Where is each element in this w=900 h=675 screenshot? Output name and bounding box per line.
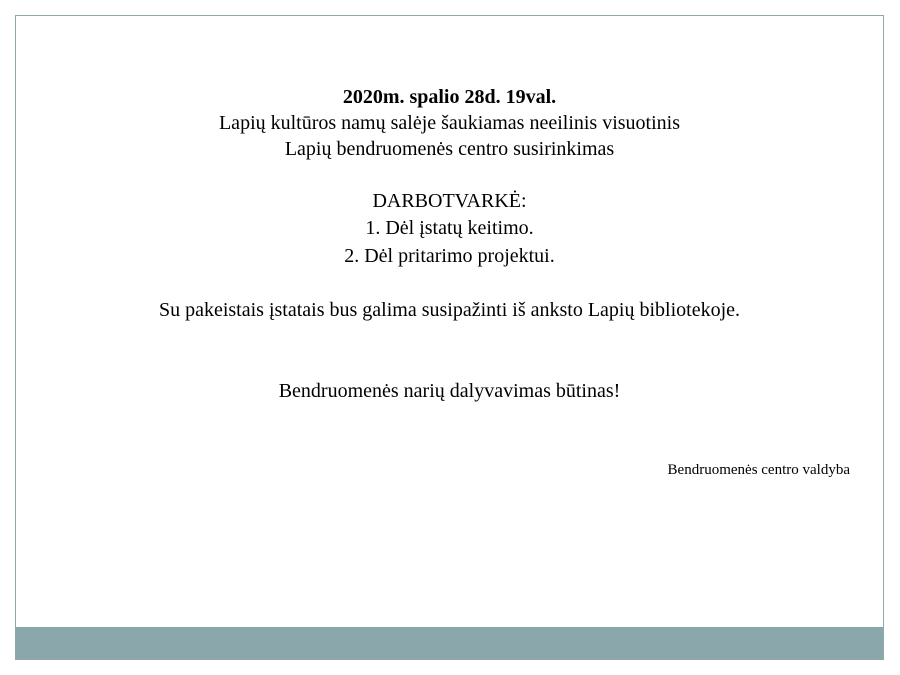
document-page: [15, 15, 884, 660]
agenda-item-1: 1. Dėl įstatų keitimo.: [365, 217, 534, 239]
agenda-item-2: 2. Dėl pritarimo projektui.: [344, 245, 555, 267]
attendance-note: Bendruomenės narių dalyvavimas būtinas!: [278, 380, 621, 402]
statutes-note: Su pakeistais įstatais bus galima susipažinti iš anksto Lapių bibliotekoje.: [158, 299, 741, 321]
meeting-location-line: Lapių kultūros namų salėje šaukiamas neeilinis visuotinis: [218, 112, 681, 134]
footer-accent-bar: [16, 627, 883, 659]
meeting-organizer-line: Lapių bendruomenės centro susirinkimas: [284, 138, 615, 160]
agenda-title: DARBOTVARKĖ:: [372, 190, 527, 212]
signature: Bendruomenės centro valdyba: [667, 462, 850, 478]
meeting-date-time: 2020m. spalio 28d. 19val.: [342, 86, 557, 108]
